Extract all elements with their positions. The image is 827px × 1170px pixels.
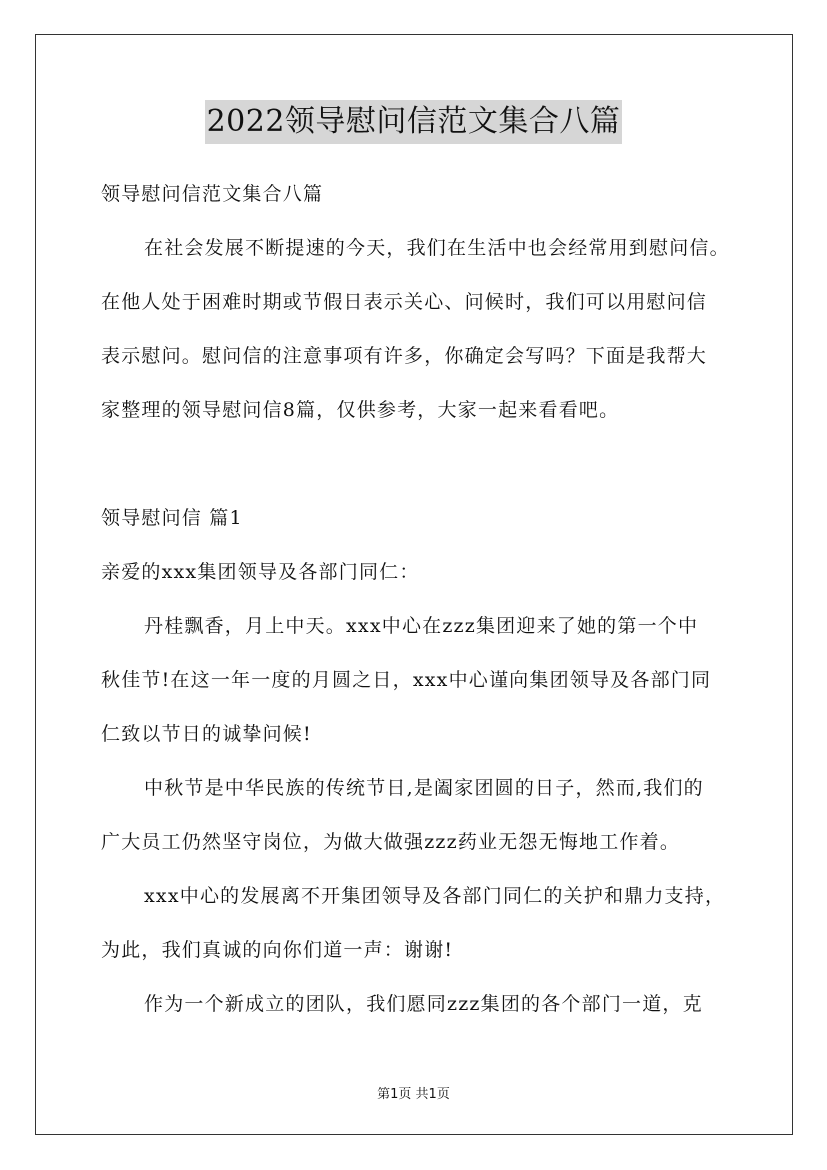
title-container [0, 100, 827, 144]
intro-line: 在社会发展不断提速的今天，我们在生活中也会经常用到慰问信。 [144, 237, 730, 259]
subtitle-line: 领导慰问信范文集合八篇 [101, 183, 324, 205]
document-title: 2022领导慰问信范文集合八篇 [205, 100, 623, 144]
body-line: xxx中心的发展离不开集团领导及各部门同仁的关护和鼎力支持， [144, 885, 726, 907]
intro-line: 家整理的领导慰问信8篇，仅供参考，大家一起来看看吧。 [101, 399, 620, 421]
body-line: 作为一个新成立的团队，我们愿同zzz集团的各个部门一道，克 [144, 993, 703, 1015]
intro-line: 表示慰问。慰问信的注意事项有许多，你确定会写吗？下面是我帮大 [101, 345, 708, 367]
page-footer: 第1页 共1页 [377, 1087, 450, 1102]
salutation-line: 亲爱的xxx集团领导及各部门同仁： [101, 561, 420, 583]
section-heading: 领导慰问信 篇1 [101, 507, 243, 529]
body-line: 中秋节是中华民族的传统节日,是阖家团圆的日子，然而,我们的 [144, 777, 704, 799]
body-line: 丹桂飘香，月上中天。xxx中心在zzz集团迎来了她的第一个中 [144, 615, 699, 637]
body-line: 为此，我们真诚的向你们道一声：谢谢! [101, 939, 454, 961]
body-line: 秋佳节!在这一年一度的月圆之日，xxx中心谨向集团领导及各部门同 [101, 669, 712, 691]
intro-line: 在他人处于困难时期或节假日表示关心、问候时，我们可以用慰问信 [101, 291, 708, 313]
body-line: 广大员工仍然坚守岗位，为做大做强zzz药业无怨无悔地工作着。 [101, 831, 681, 853]
body-line: 仁致以节日的诚挚问候! [101, 723, 312, 745]
